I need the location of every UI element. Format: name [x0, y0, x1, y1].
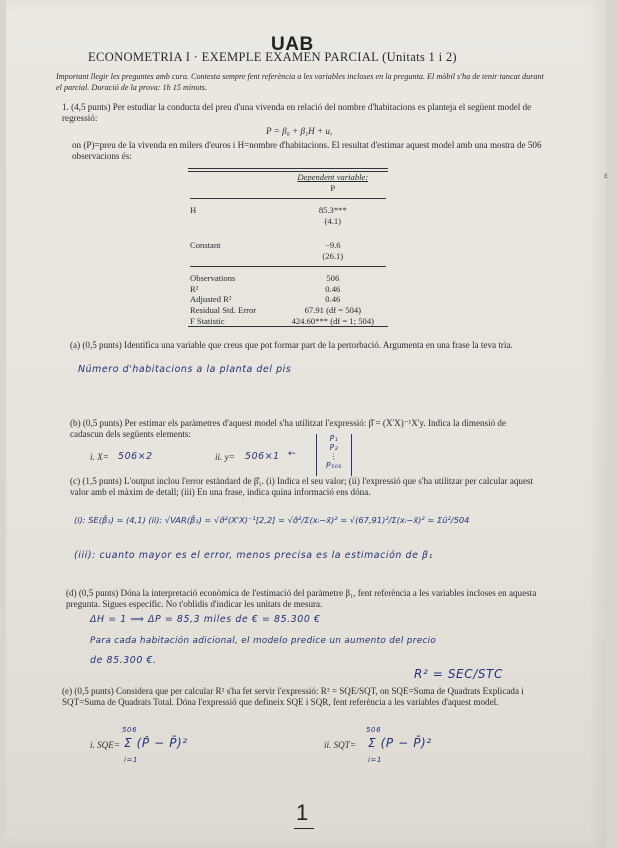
- vector-entry: P₁: [329, 434, 339, 443]
- vector-entry: P₂: [329, 443, 339, 452]
- question-1-intro: 1. (4,5 punts) Per estudiar la conducta del preu d'una vivenda en relació del nombre d'habitacions es planteja el següent model de regressió:: [62, 102, 532, 124]
- standard-error: (26.1): [322, 251, 344, 262]
- part-c-question: (c) (1,5 punts) L'output inclou l'error estàndard de β̂₁. (i) Indica el seu valor; (ii) l'expressió que s'ha utilitzar per calcular aquest valor amb el màxim de detall; (iii) En una frase, indica quina informació ens dóna.: [70, 476, 534, 498]
- stat-label: R²: [190, 283, 199, 294]
- question-1-variables: on (P)=preu de la vivenda en milers d'euros i H=nombre d'habitacions. El resultat d'estimar aquest model amb una mostra de 506 observacions és:: [72, 140, 542, 162]
- part-e-answer-i: Σ (P̂ − P̄)²: [124, 736, 188, 750]
- stat-value: 506: [326, 272, 340, 283]
- sum-upper-limit: 506: [366, 726, 382, 734]
- part-a-answer: Número d'habitacions a la planta del pis: [78, 364, 292, 375]
- sum-lower-limit: i=1: [124, 756, 139, 764]
- stat-label: Adjusted R²: [190, 294, 232, 305]
- uab-logo: UAB: [271, 34, 314, 55]
- part-c-answer-i-ii: (i): SE(β̂₁) = (4,1) (ii): √VAR(β̂₁) = √σ̂²(X'X)⁻¹[2,2] = √σ̂²/Σ(xᵢ−x̄)² = √(67,91)²/Σ(xᵢ−x̄)² = Σû²/504: [74, 515, 470, 525]
- part-b-item-ii: ii. y=: [215, 452, 235, 462]
- part-e-item-i: i. SQE=: [90, 740, 120, 750]
- arrow-icon: ←: [288, 448, 297, 459]
- stat-label: Residual Std. Error: [190, 305, 257, 316]
- part-b-answer-ii: 506×1: [245, 451, 280, 462]
- stat-label: F Statistic: [190, 315, 225, 326]
- part-e-item-ii: ii. SQT=: [324, 740, 356, 750]
- dependent-variable-header: Dependent variable:: [297, 172, 369, 183]
- sum-lower-limit: i=1: [368, 756, 383, 764]
- standard-error: (4.1): [324, 215, 342, 226]
- vector-entry: ⋮: [329, 452, 339, 461]
- part-d-answer-line-3: de 85.300 €.: [90, 655, 157, 666]
- dependent-variable-name: P: [330, 183, 336, 194]
- stat-value: 424.60*** (df = 1; 504): [291, 315, 374, 326]
- stat-value: 0.46: [325, 283, 341, 294]
- table-row-label: H: [190, 204, 197, 215]
- part-b-question: (b) (0,5 punts) Per estimar els paràmetres d'aquest model s'ha utilitzat l'expressió: β̂ = (X'X)⁻¹X'y. Indica la dimensió de cadascun dels següents elements:: [70, 418, 507, 440]
- part-a-question: (a) (0,5 punts) Identifica una variable que creus que pot formar part de la pertorbació. Argumenta en una frase la teva tria.: [70, 340, 513, 350]
- part-b-answer-i: 506×2: [118, 451, 153, 462]
- part-b-item-i: i. X=: [90, 452, 109, 462]
- part-e-annotation: R² = SEC/STC: [414, 667, 503, 681]
- part-e-answer-ii: Σ (P − P̄)²: [368, 736, 432, 750]
- stat-label: Observations: [190, 272, 236, 283]
- y-vector: [316, 434, 352, 476]
- exam-instructions: Important llegir les preguntes amb cura. Contesta sempre fent referència a les variables incloses en la pregunta. El mòbil s'ha de tenir tancat durant el parcial. Duració de la prova: 1h 15 minuts.: [56, 72, 544, 92]
- part-d-answer-line-1: ΔH = 1 ⟹ ΔP = 85,3 miles de € = 85.300 €: [90, 614, 321, 625]
- table-row-label: Constant: [190, 240, 221, 251]
- stat-value: 0.46: [325, 294, 341, 305]
- vector-entry: P₅₀₆: [326, 461, 342, 470]
- coefficient-value: −9.6: [324, 240, 341, 251]
- edge-mark: ε: [603, 169, 609, 181]
- part-d-question: (d) (0,5 punts) Dóna la interpretació econòmica de l'estimació del paràmetre β₁, fent referència a les variables incloses en aquesta pregunta. Sigues específic. No t'oblidis d'indicar les unitats de mesura.: [66, 588, 537, 610]
- coefficient-value: 85.3***: [318, 204, 347, 215]
- part-d-answer-line-2: Para cada habitación adicional, el modelo predice un aumento del precio: [90, 636, 437, 646]
- sum-upper-limit: 506: [122, 726, 138, 734]
- exam-title: ECONOMETRIA I · EXEMPLE EXAMEN PARCIAL (Unitats 1 i 2): [88, 50, 457, 64]
- part-e-question: (e) (0,5 punts) Considera que per calcular R² s'ha fet servir l'expressió: R² = SQE/SQT, on SQE=Suma de Quadrats Explicada i SQT=Suma de Quadrats Total. Dóna l'expressió que defineix SQE i SQR, fent referència a les variables d'aquest model.: [62, 686, 524, 708]
- model-equation: P = β₀ + β₁H + u,: [266, 126, 333, 136]
- regression-table: [188, 168, 388, 327]
- page-number-underline: [294, 828, 314, 829]
- part-c-answer-iii: (iii): cuanto mayor es el error, menos precisa es la estimación de β₁: [74, 550, 433, 561]
- stat-value: 67.91 (df = 504): [304, 305, 361, 316]
- page-number: 1: [296, 800, 309, 825]
